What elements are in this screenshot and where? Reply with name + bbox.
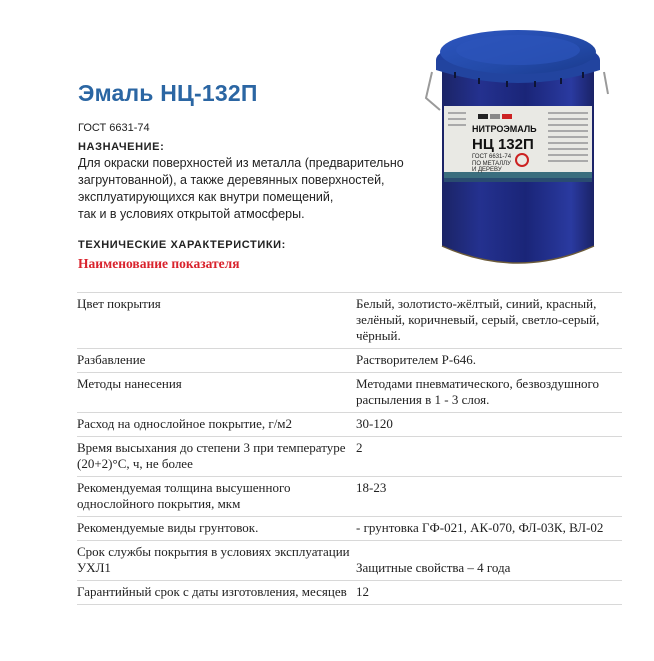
can-label-line1: НИТРОЭМАЛЬ xyxy=(472,124,537,134)
spec-value: 12 xyxy=(356,581,622,605)
purpose-line: так и в условиях открытой атмосферы. xyxy=(78,207,305,221)
table-row xyxy=(77,373,622,413)
specs-table xyxy=(77,292,622,605)
spec-name: Расход на однослойное покрытие, г/м2 xyxy=(77,413,356,437)
product-title: Эмаль НЦ-132П xyxy=(78,80,258,106)
spec-name: Методы нанесения xyxy=(77,373,356,413)
table-row xyxy=(77,349,622,373)
purpose-line: эксплуатирующихся как внутри помещений, xyxy=(78,190,334,204)
spec-name: Рекомендуемая толщина высушенного однослойного покрытия, мкм xyxy=(77,477,356,517)
table-row xyxy=(77,477,622,517)
spec-value: Методами пневматического, безвоздушного распыления в 1 - 3 слоя. xyxy=(356,373,622,413)
purpose-text xyxy=(78,155,418,223)
spec-value: 18-23 xyxy=(356,477,622,517)
indicator-column-header: Наименование показателя xyxy=(78,256,240,271)
spec-value: Растворителем Р-646. xyxy=(356,349,622,373)
table-row xyxy=(77,413,622,437)
table-row xyxy=(77,437,622,477)
purpose-line: Для окраски поверхностей из металла (предварительно xyxy=(78,156,404,170)
can-label-line3: ГОСТ 6631-74 xyxy=(472,154,512,160)
spec-name: Рекомендуемые виды грунтовок. xyxy=(77,517,356,541)
spec-name: Гарантийный срок с даты изготовления, месяцев xyxy=(77,581,356,605)
table-row xyxy=(77,293,622,349)
spec-name: Разбавление xyxy=(77,349,356,373)
can-label-line4: ПО МЕТАЛЛУ xyxy=(472,161,511,167)
spec-value: Белый, золотисто-жёлтый, синий, красный, зелёный, коричневый, серый, светло-серый, чёрный. xyxy=(356,293,622,349)
table-row xyxy=(77,541,622,581)
gost-standard: ГОСТ 6631-74 xyxy=(78,122,150,134)
table-row xyxy=(77,517,622,541)
paint-can-image xyxy=(418,14,618,276)
spec-value: Защитные свойства – 4 года xyxy=(356,541,622,581)
tech-specs-heading: ТЕХНИЧЕСКИЕ ХАРАКТЕРИСТИКИ: xyxy=(78,239,286,251)
can-label-line2: НЦ 132П xyxy=(472,136,534,153)
spec-value: 30-120 xyxy=(356,413,622,437)
table-row xyxy=(77,581,622,605)
can-label-line5: И ДЕРЕВУ xyxy=(472,167,502,173)
spec-value: 2 xyxy=(356,437,622,477)
spec-name: Срок службы покрытия в условиях эксплуатации УХЛ1 xyxy=(77,541,356,581)
spec-name: Цвет покрытия xyxy=(77,293,356,349)
purpose-heading: НАЗНАЧЕНИЕ: xyxy=(78,141,165,153)
spec-name: Время высыхания до степени 3 при температуре (20+2)°С, ч, не более xyxy=(77,437,356,477)
spec-value: - грунтовка ГФ-021, АК-070, ФЛ-03К, ВЛ-02 xyxy=(356,517,622,541)
purpose-line: загрунтованной), а также деревянных поверхностей, xyxy=(78,173,385,187)
